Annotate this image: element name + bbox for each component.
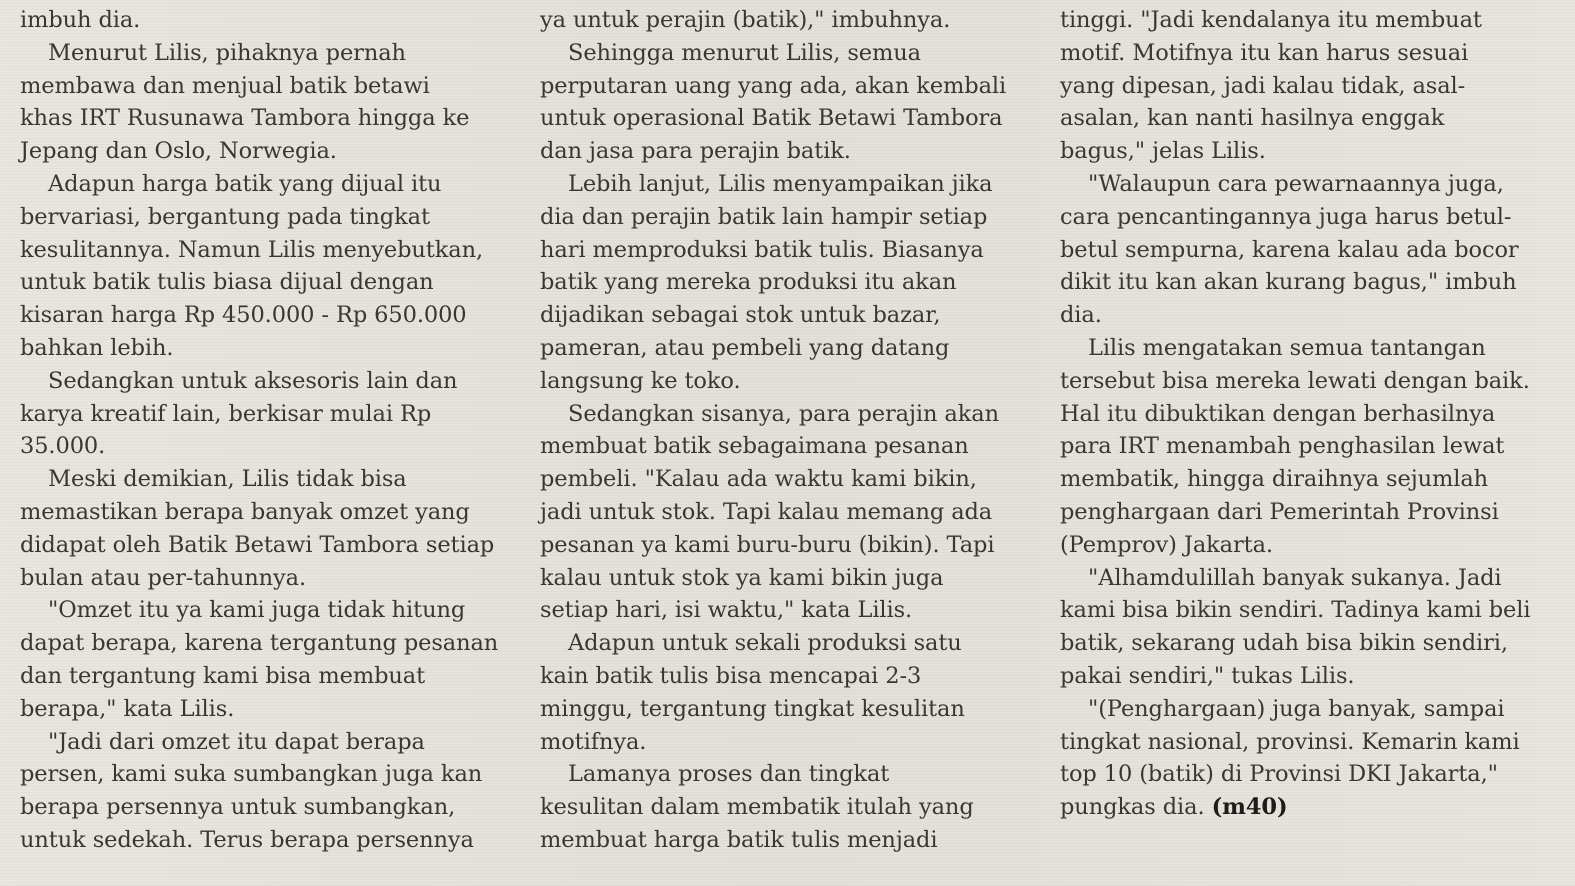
text-line bbox=[1060, 430, 1550, 463]
text-line bbox=[540, 365, 1040, 398]
line-text: Lamanya proses dan tingkat bbox=[568, 761, 890, 788]
text-line bbox=[20, 562, 520, 595]
text-line bbox=[1060, 299, 1550, 332]
line-text: membatik, hingga diraihnya sejumlah bbox=[1060, 466, 1489, 493]
line-text: kain batik tulis bisa mencapai 2-3 bbox=[540, 662, 922, 689]
text-line bbox=[20, 627, 520, 660]
line-text: Meski demikian, Lilis tidak bisa bbox=[48, 466, 407, 493]
line-text: "Omzet itu ya kami juga tidak hitung bbox=[48, 597, 466, 624]
text-line bbox=[20, 70, 520, 103]
line-text: betul sempurna, karena kalau ada bocor bbox=[1060, 236, 1519, 263]
line-text: bervariasi, bergantung pada tingkat bbox=[20, 203, 430, 230]
line-text: setiap hari, isi waktu," kata Lilis. bbox=[540, 597, 913, 624]
line-text: kisaran harga Rp 450.000 - Rp 650.000 bbox=[20, 302, 467, 329]
text-line bbox=[540, 562, 1040, 595]
line-text: pesanan ya kami buru-buru (bikin). Tapi bbox=[540, 531, 995, 558]
text-line bbox=[540, 70, 1040, 103]
text-line bbox=[1060, 201, 1550, 234]
article-column-2 bbox=[540, 4, 1040, 857]
text-line bbox=[540, 594, 1040, 627]
text-line bbox=[540, 135, 1040, 168]
line-text: minggu, tergantung tingkat kesulitan bbox=[540, 695, 965, 722]
text-line bbox=[20, 463, 520, 496]
line-text: para IRT menambah penghasilan lewat bbox=[1060, 433, 1505, 460]
line-text: dia dan perajin batik lain hampir setiap bbox=[540, 203, 988, 230]
line-text: membawa dan menjual batik betawi bbox=[20, 72, 430, 99]
text-line bbox=[540, 332, 1040, 365]
text-line bbox=[20, 529, 520, 562]
text-line bbox=[1060, 102, 1550, 135]
text-line bbox=[1060, 4, 1550, 37]
line-text: memastikan berapa banyak omzet yang bbox=[20, 498, 470, 525]
line-text: penghargaan dari Pemerintah Provinsi bbox=[1060, 498, 1499, 525]
text-line bbox=[20, 234, 520, 267]
text-line bbox=[20, 660, 520, 693]
text-line bbox=[540, 299, 1040, 332]
text-line bbox=[1060, 234, 1550, 267]
text-line bbox=[20, 135, 520, 168]
text-line bbox=[20, 594, 520, 627]
line-text: Adapun untuk sekali produksi satu bbox=[568, 630, 962, 657]
text-line bbox=[540, 398, 1040, 431]
text-line bbox=[1060, 135, 1550, 168]
line-text: 35.000. bbox=[20, 433, 106, 460]
line-text: Jepang dan Oslo, Norwegia. bbox=[20, 138, 337, 165]
text-line bbox=[540, 37, 1040, 70]
line-text: tersebut bisa mereka lewati dengan baik. bbox=[1060, 367, 1530, 394]
line-text: bagus," jelas Lilis. bbox=[1060, 138, 1266, 165]
text-line bbox=[20, 201, 520, 234]
line-text: Sehingga menurut Lilis, semua bbox=[568, 39, 921, 66]
text-line bbox=[1060, 693, 1550, 726]
line-text: dapat berapa, karena tergantung pesanan bbox=[20, 630, 499, 657]
text-line bbox=[1060, 70, 1550, 103]
text-line bbox=[20, 168, 520, 201]
text-line bbox=[1060, 37, 1550, 70]
text-line bbox=[1060, 332, 1550, 365]
article-column-1 bbox=[20, 4, 520, 857]
line-text: pameran, atau pembeli yang datang bbox=[540, 334, 950, 361]
text-line bbox=[20, 824, 520, 857]
line-text: (Pemprov) Jakarta. bbox=[1060, 531, 1273, 558]
text-line bbox=[540, 758, 1040, 791]
text-line bbox=[20, 37, 520, 70]
line-text: Sedangkan sisanya, para perajin akan bbox=[568, 400, 999, 427]
line-text: Adapun harga batik yang dijual itu bbox=[48, 170, 442, 197]
text-line bbox=[20, 332, 520, 365]
line-text: jadi untuk stok. Tapi kalau memang ada bbox=[540, 498, 993, 525]
line-text: langsung ke toko. bbox=[540, 367, 741, 394]
text-line bbox=[20, 398, 520, 431]
line-text: Lilis mengatakan semua tantangan bbox=[1088, 334, 1486, 361]
text-line bbox=[1060, 168, 1550, 201]
line-text: motifnya. bbox=[540, 728, 647, 755]
line-text: pembeli. "Kalau ada waktu kami bikin, bbox=[540, 466, 977, 493]
text-line bbox=[1060, 398, 1550, 431]
line-text: persen, kami suka sumbangkan juga kan bbox=[20, 761, 483, 788]
text-line bbox=[1060, 365, 1550, 398]
text-line bbox=[540, 463, 1040, 496]
line-text: kesulitan dalam membatik itulah yang bbox=[540, 794, 974, 821]
line-text: dijadikan sebagai stok untuk bazar, bbox=[540, 302, 941, 329]
line-text: untuk sedekah. Terus berapa persennya bbox=[20, 826, 474, 853]
text-line bbox=[540, 529, 1040, 562]
line-text: imbuh dia. bbox=[20, 7, 141, 33]
line-text: kesulitannya. Namun Lilis menyebutkan, bbox=[20, 236, 484, 263]
line-text: ya untuk perajin (batik)," imbuhnya. bbox=[540, 7, 951, 33]
line-text: dan tergantung kami bisa membuat bbox=[20, 662, 426, 689]
line-text: pungkas dia. bbox=[1060, 794, 1205, 821]
text-line bbox=[540, 791, 1040, 824]
text-line bbox=[1060, 496, 1550, 529]
text-line bbox=[1060, 266, 1550, 299]
line-text: batik yang mereka produksi itu akan bbox=[540, 269, 957, 296]
text-line bbox=[540, 726, 1040, 759]
line-text: asalan, kan nanti hasilnya enggak bbox=[1060, 105, 1445, 132]
text-line bbox=[1060, 594, 1550, 627]
text-line bbox=[1060, 529, 1550, 562]
line-text: "(Penghargaan) juga banyak, sampai bbox=[1088, 695, 1505, 722]
line-text: tingkat nasional, provinsi. Kemarin kami bbox=[1060, 728, 1520, 755]
line-text: Hal itu dibuktikan dengan berhasilnya bbox=[1060, 400, 1496, 427]
text-line bbox=[20, 299, 520, 332]
text-line bbox=[20, 102, 520, 135]
line-text: Lebih lanjut, Lilis menyampaikan jika bbox=[568, 170, 993, 197]
text-line bbox=[20, 365, 520, 398]
line-text: perputaran uang yang ada, akan kembali bbox=[540, 72, 1007, 99]
text-line bbox=[540, 266, 1040, 299]
text-line bbox=[540, 234, 1040, 267]
line-text: membuat harga batik tulis menjadi bbox=[540, 826, 938, 853]
text-line bbox=[540, 660, 1040, 693]
text-line bbox=[540, 627, 1040, 660]
line-text: dikit itu kan akan kurang bagus," imbuh bbox=[1060, 269, 1517, 296]
line-text: dia. bbox=[1060, 302, 1102, 329]
line-text: untuk operasional Batik Betawi Tambora bbox=[540, 105, 1003, 132]
text-line bbox=[20, 693, 520, 726]
text-line bbox=[1060, 660, 1550, 693]
text-line bbox=[1060, 758, 1550, 791]
line-text: kami bisa bikin sendiri. Tadinya kami beli bbox=[1060, 597, 1531, 624]
text-line bbox=[20, 758, 520, 791]
line-text: pakai sendiri," tukas Lilis. bbox=[1060, 662, 1355, 689]
line-text: kalau untuk stok ya kami bikin juga bbox=[540, 564, 944, 591]
article-column-3 bbox=[1060, 4, 1550, 824]
text-line bbox=[540, 496, 1040, 529]
line-text: Sedangkan untuk aksesoris lain dan bbox=[48, 367, 458, 394]
line-text: "Alhamdulillah banyak sukanya. Jadi bbox=[1088, 564, 1502, 591]
text-line bbox=[1060, 463, 1550, 496]
line-text: "Walaupun cara pewarnaannya juga, bbox=[1088, 170, 1504, 197]
line-text: hari memproduksi batik tulis. Biasanya bbox=[540, 236, 984, 263]
line-text: didapat oleh Batik Betawi Tambora setiap bbox=[20, 531, 495, 558]
line-text: membuat batik sebagaimana pesanan bbox=[540, 433, 969, 460]
text-line bbox=[20, 430, 520, 463]
line-text: cara pencantingannya juga harus betul- bbox=[1060, 203, 1512, 230]
line-text: untuk batik tulis biasa dijual dengan bbox=[20, 269, 434, 296]
text-line bbox=[20, 4, 520, 37]
line-text: "Jadi dari omzet itu dapat berapa bbox=[48, 728, 425, 755]
text-line bbox=[540, 430, 1040, 463]
text-line bbox=[1060, 791, 1550, 824]
text-line bbox=[1060, 627, 1550, 660]
text-line bbox=[1060, 726, 1550, 759]
text-line bbox=[1060, 562, 1550, 595]
line-text: batik, sekarang udah bisa bikin sendiri, bbox=[1060, 630, 1508, 657]
text-line bbox=[540, 201, 1040, 234]
line-text: motif. Motifnya itu kan harus sesuai bbox=[1060, 39, 1469, 66]
line-text: dan jasa para perajin batik. bbox=[540, 138, 851, 165]
line-text: yang dipesan, jadi kalau tidak, asal- bbox=[1060, 72, 1466, 99]
line-text: karya kreatif lain, berkisar mulai Rp bbox=[20, 400, 432, 427]
line-text: top 10 (batik) di Provinsi DKI Jakarta," bbox=[1060, 761, 1498, 788]
text-line bbox=[20, 791, 520, 824]
line-text: bulan atau per-tahunnya. bbox=[20, 564, 307, 591]
text-line bbox=[540, 693, 1040, 726]
line-text: berapa persennya untuk sumbangkan, bbox=[20, 794, 456, 821]
line-text: khas IRT Rusunawa Tambora hingga ke bbox=[20, 105, 470, 132]
text-line bbox=[20, 496, 520, 529]
line-text: Menurut Lilis, pihaknya pernah bbox=[48, 39, 406, 66]
line-text: berapa," kata Lilis. bbox=[20, 695, 235, 722]
text-line bbox=[540, 102, 1040, 135]
text-line bbox=[540, 168, 1040, 201]
text-line bbox=[20, 726, 520, 759]
text-line bbox=[540, 4, 1040, 37]
text-line bbox=[20, 266, 520, 299]
line-text: bahkan lebih. bbox=[20, 334, 174, 361]
line-text: tinggi. "Jadi kendalanya itu membuat bbox=[1060, 7, 1482, 33]
text-line bbox=[540, 824, 1040, 857]
author-credit: (m40) bbox=[1211, 794, 1288, 821]
